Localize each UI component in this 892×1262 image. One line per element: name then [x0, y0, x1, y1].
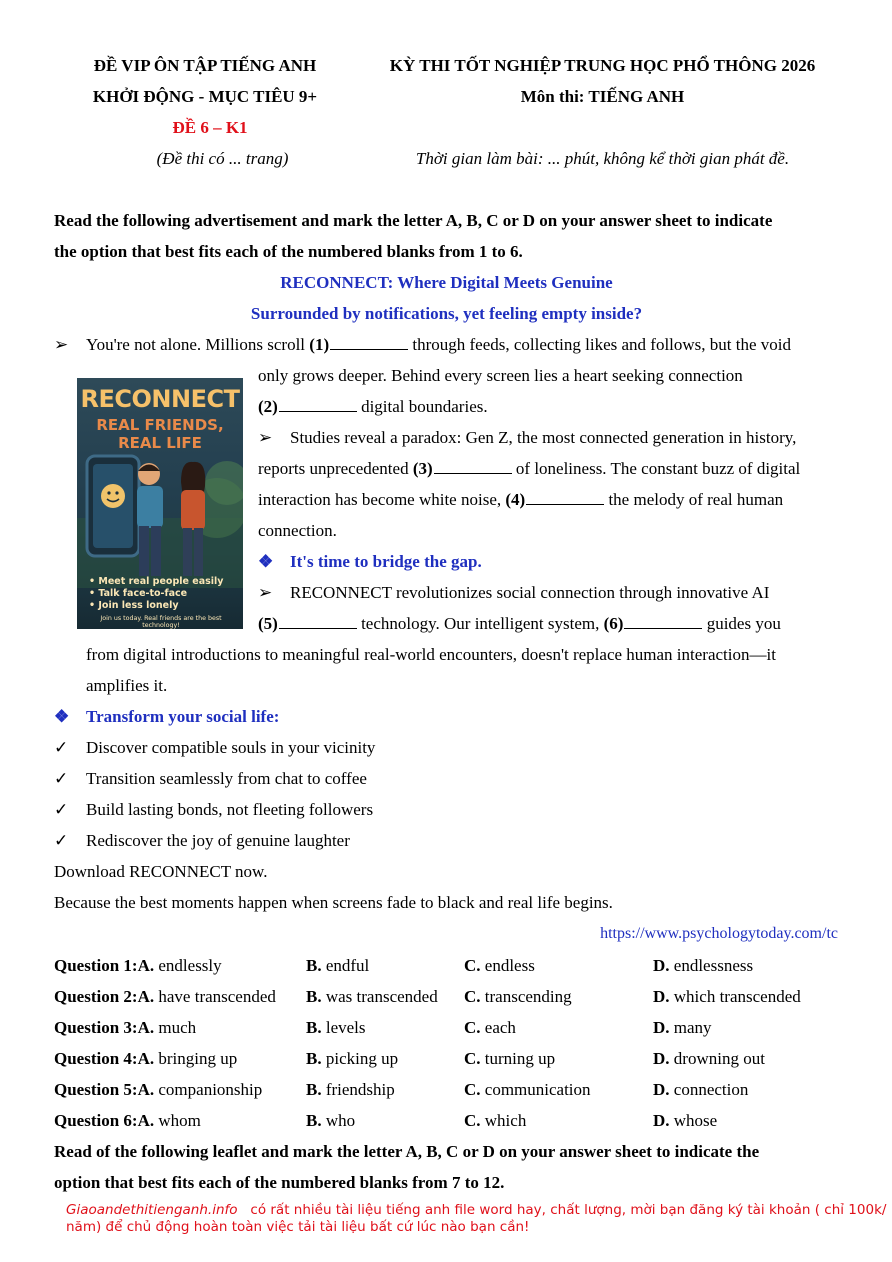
question-5-option-b[interactable]: B. friendship [306, 1080, 395, 1099]
diamond-bullet-icon: ❖ [258, 552, 274, 571]
blank-1-number: (1) [309, 335, 330, 354]
question-row-3: Question 3:A. much [54, 1018, 197, 1037]
time-note: Thời gian làm bài: ... phút, không kể thời gian phát đề. [415, 149, 790, 168]
question-6-option-b[interactable]: B. who [306, 1111, 356, 1130]
blank-2-number: (2) [258, 397, 278, 416]
poster-footer: Join us today. Real friends are the best technology! [100, 615, 222, 629]
check-item: ✓ Discover compatible souls in your vicinity [54, 738, 376, 757]
question-2-option-b[interactable]: B. was transcended [306, 987, 438, 1006]
question-1-option-c[interactable]: C. endless [464, 956, 535, 975]
check-icon: ✓ [54, 738, 69, 757]
question-2-option-d[interactable]: D. which transcended [653, 987, 801, 1006]
blank-2 [279, 397, 357, 412]
question-label: Question 1: [54, 956, 138, 975]
option-a[interactable]: bringing up [158, 1049, 238, 1068]
question-1-option-d[interactable]: D. endlessness [653, 956, 754, 975]
section2-instruction-line2: option that best fits each of the numbered blanks from 7 to 12. [54, 1173, 505, 1192]
header-right-line2: Môn thi: TIẾNG ANH [520, 87, 685, 106]
question-label: Question 5: [54, 1080, 138, 1099]
blank-5 [279, 614, 357, 629]
poster-bullet: • Join less lonely [89, 600, 179, 611]
paragraph-2-line1: ➢ Studies reveal a paradox: Gen Z, the most connected generation in history, [258, 428, 797, 447]
header-left-line2: KHỞI ĐỘNG - MỤC TIÊU 9+ [92, 87, 318, 106]
option-a[interactable]: have transcended [158, 987, 276, 1006]
blank-1 [330, 335, 408, 350]
poster-bullet: • Talk face-to-face [89, 588, 188, 599]
poster-subtitle-1: REAL FRIENDS, [96, 416, 224, 434]
question-label: Question 2: [54, 987, 138, 1006]
ad-title: RECONNECT: Where Digital Meets Genuine [280, 273, 613, 292]
check-icon: ✓ [54, 800, 69, 819]
paragraph-1-line3: (2) digital boundaries. [258, 397, 488, 416]
blank-4-number: (4) [505, 490, 526, 509]
blank-3-number: (3) [412, 459, 433, 478]
check-item: ✓ Build lasting bonds, not fleeting followers [54, 800, 374, 819]
check-item: ✓ Transition seamlessly from chat to coffee [54, 769, 367, 788]
option-a[interactable]: companionship [158, 1080, 263, 1099]
footer-line2: năm) để chủ động hoàn toàn việc tải tài liệu bất cứ lúc nào bạn cần! [66, 1219, 530, 1235]
question-row-2: Question 2:A. have transcended [54, 987, 276, 1006]
exam-code: ĐỀ 6 – K1 [172, 118, 248, 137]
question-3-option-c[interactable]: C. each [464, 1018, 516, 1037]
arrow-bullet-icon: ➢ [258, 428, 273, 447]
instruction-line2: the option that best fits each of the numbered blanks from 1 to 6. [54, 242, 523, 261]
arrow-bullet-icon: ➢ [54, 335, 69, 354]
paragraph-3-line2: (5) technology. Our intelligent system, (6) guides you [258, 614, 781, 633]
diamond-bullet-icon: ❖ [54, 707, 70, 726]
question-label: Question 3: [54, 1018, 138, 1037]
question-1-option-b[interactable]: B. endful [306, 956, 370, 975]
question-6-option-c[interactable]: C. which [464, 1111, 527, 1130]
question-5-option-d[interactable]: D. connection [653, 1080, 749, 1099]
question-6-option-d[interactable]: D. whose [653, 1111, 718, 1130]
option-a[interactable]: endlessly [158, 956, 222, 975]
check-icon: ✓ [54, 831, 69, 850]
paragraph-3-line3: from digital introductions to meaningful real-world encounters, doesn't replace human interaction—it [86, 645, 776, 664]
check-item: ✓ Rediscover the joy of genuine laughter [54, 831, 350, 850]
pages-note: (Đề thi có ... trang) [156, 149, 289, 168]
option-a[interactable]: much [158, 1018, 197, 1037]
paragraph-2-line4: connection. [258, 521, 337, 540]
paragraph-1-line2: only grows deeper. Behind every screen lies a heart seeking connection [258, 366, 743, 385]
poster-bullet: • Meet real people easily [89, 576, 224, 587]
instruction-line1: Read the following advertisement and mark the letter A, B, C or D on your answer sheet to indicate [54, 211, 773, 230]
source-link[interactable]: https://www.psychologytoday.com/tc [600, 925, 838, 942]
download-line: Download RECONNECT now. [54, 862, 268, 881]
reconnect-poster [77, 378, 243, 629]
question-3-option-b[interactable]: B. levels [306, 1018, 366, 1037]
section2-instruction-line1: Read of the following leaflet and mark the letter A, B, C or D on your answer sheet to indicate the [54, 1142, 760, 1161]
check-icon: ✓ [54, 769, 69, 788]
paragraph-3-line4: amplifies it. [86, 676, 168, 695]
question-row-4: Question 4:A. bringing up [54, 1049, 238, 1068]
blank-6 [624, 614, 702, 629]
transform-heading: ❖ Transform your social life: [54, 707, 280, 726]
question-row-5: Question 5:A. companionship [54, 1080, 263, 1099]
question-3-option-d[interactable]: D. many [653, 1018, 712, 1037]
poster-title: RECONNECT [80, 385, 240, 413]
blank-4 [526, 490, 604, 505]
option-a[interactable]: whom [158, 1111, 201, 1130]
footer-line1: Giaoandethitienganh.info có rất nhiều tài liệu tiếng anh file word hay, chất lượng, mời bạn đăng ký tài khoản ( chỉ 100k/ [66, 1202, 887, 1218]
ad-subtitle: Surrounded by notifications, yet feeling empty inside? [250, 304, 643, 323]
header-right-line1: KỲ THI TỐT NGHIỆP TRUNG HỌC PHỔ THÔNG 2026 [389, 56, 816, 75]
header-left-line1: ĐỀ VIP ÔN TẬP TIẾNG ANH [93, 56, 317, 75]
question-4-option-b[interactable]: B. picking up [306, 1049, 399, 1068]
bridge-heading: ❖ It's time to bridge the gap. [258, 552, 482, 571]
question-label: Question 6: [54, 1111, 138, 1130]
question-5-option-c[interactable]: C. communication [464, 1080, 591, 1099]
question-label: Question 4: [54, 1049, 138, 1068]
paragraph-3-line1: ➢ RECONNECT revolutionizes social connection through innovative AI [258, 583, 770, 602]
blank-3 [434, 459, 512, 474]
question-4-option-c[interactable]: C. turning up [464, 1049, 556, 1068]
blank-5-number: (5) [258, 614, 278, 633]
question-2-option-c[interactable]: C. transcending [464, 987, 572, 1006]
paragraph-2-line3: interaction has become white noise, (4) the melody of real human [258, 490, 784, 509]
poster-subtitle-2: REAL LIFE [118, 434, 202, 452]
paragraph-2-line2: reports unprecedented (3) of loneliness. The constant buzz of digital [258, 459, 801, 478]
closing-line: Because the best moments happen when screens fade to black and real life begins. [54, 893, 613, 912]
blank-6-number: (6) [603, 614, 624, 633]
arrow-bullet-icon: ➢ [258, 583, 273, 602]
question-4-option-d[interactable]: D. drowning out [653, 1049, 765, 1068]
question-row-6: Question 6:A. whom [54, 1111, 201, 1130]
paragraph-1-line1: ➢ You're not alone. Millions scroll (1) through feeds, collecting likes and follows, but the void [54, 335, 792, 354]
footer-site[interactable]: Giaoandethitienganh.info [66, 1202, 238, 1218]
question-row-1: Question 1:A. endlessly [54, 956, 222, 975]
